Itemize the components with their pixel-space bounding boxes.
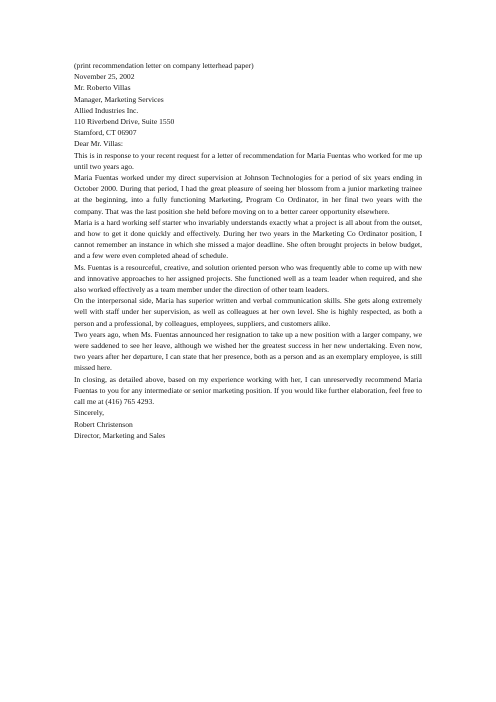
- recipient-city: Stamford, CT 06907: [74, 128, 137, 138]
- body-paragraph-4: Ms. Fuentas is a resourceful, creative, and solution oriented person who was frequently able to come up with new and innovative approaches to her assigned projects. She functioned well as a team leader when required, and she also worked effectively as a team member under the direction of other team leaders.: [74, 262, 422, 295]
- body-paragraph-2: Maria Fuentas worked under my direct supervision at Johnson Technologies for a period of six years ending in October 2000. During that period, I had the great pleasure of seeing her blossom from a junior marketing trainee at the beginning, into a fully functioning Marketing, Program Co Ordinator, in her final two years with the company. That was the last position she held before moving on to a better career opportunity elsewhere.: [74, 173, 422, 216]
- body-paragraph-5: On the interpersonal side, Maria has superior written and verbal communication skills. She gets along extremely well with staff under her supervision, as well as colleagues at her own level. She is highly respected, as both a person and a professional, by colleagues, employees, suppliers, and customers alike.: [74, 296, 422, 328]
- body-paragraph-7: In closing, as detailed above, based on my experience working with her, I can unreservedly recommend Maria Fuentas to you for any intermediate or senior marketing position. If you would like further elaboration, feel free to call me at (416) 765 4293.: [74, 374, 422, 407]
- signer-name: Robert Christenson: [74, 419, 133, 429]
- recipient-title: Manager, Marketing Services: [74, 94, 164, 104]
- recipient-name: Mr. Roberto Villas: [74, 83, 131, 93]
- body-paragraph-1: This is in response to your recent request for a letter of recommendation for Maria Fuentas who worked for me up until two years ago.: [74, 150, 422, 171]
- body-paragraph-6: Two years ago, when Ms. Fuentas announced her resignation to take up a new position with a larger company, we were saddened to see her leave, although we wished her the greatest success in her new undertaking. Even now, two years after her departure, I can state that her presence, both as a person and as an exemplary employee, is still missed here.: [74, 329, 422, 373]
- recipient-company: Allied Industries Inc.: [74, 105, 139, 115]
- letter-date: November 25, 2002: [74, 72, 135, 82]
- recipient-street: 110 Riverbend Drive, Suite 1550: [74, 117, 175, 127]
- signer-title: Director, Marketing and Sales: [74, 430, 166, 440]
- salutation: Dear Mr. Villas:: [74, 139, 123, 149]
- letter-document: [74, 60, 422, 441]
- closing: Sincerely,: [74, 408, 105, 418]
- print-note: (print recommendation letter on company letterhead paper): [74, 61, 254, 70]
- body-paragraph-3: Maria is a hard working self starter who invariably understands exactly what a project is all about from the outset, and how to get it done quickly and effectively. During her two years in the Marketing Co Ordinator position, I cannot remember an instance in which she missed a major deadline. She often brought projects in below budget, and a few were even completed ahead of schedule.: [74, 217, 422, 261]
